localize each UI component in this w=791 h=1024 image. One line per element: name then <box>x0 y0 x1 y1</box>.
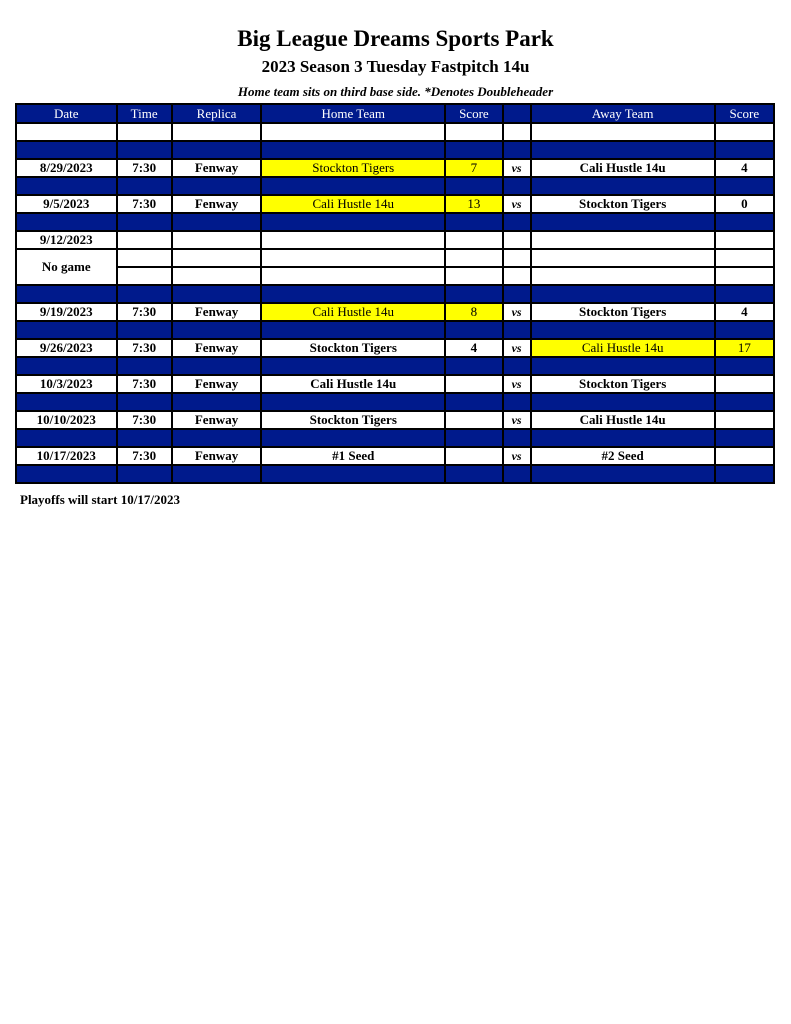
game-date: 9/26/2023 <box>17 340 116 356</box>
schedule-note: Home team sits on third base side. *Denotes Doubleheader <box>237 84 554 99</box>
game-row <box>17 376 773 392</box>
col-home-team: Home Team <box>262 105 444 122</box>
header-row <box>17 105 773 122</box>
home-team: Cali Hustle 14u <box>262 376 444 392</box>
separator-row <box>17 142 773 158</box>
home-score <box>446 412 501 428</box>
away-team: Cali Hustle 14u <box>532 412 714 428</box>
game-replica: Fenway <box>173 340 260 356</box>
separator-row <box>17 394 773 410</box>
away-score: 0 <box>716 196 773 212</box>
game-row <box>17 340 773 356</box>
blank-row <box>17 124 773 140</box>
game-replica: Fenway <box>173 196 260 212</box>
separator-row <box>17 286 773 302</box>
game-replica: Fenway <box>173 304 260 320</box>
no-game-date: 9/12/2023 <box>17 232 116 248</box>
away-team: Stockton Tigers <box>532 196 714 212</box>
playoffs-note: Playoffs will start 10/17/2023 <box>20 492 180 507</box>
home-team: Stockton Tigers <box>262 160 444 176</box>
home-score <box>446 376 501 392</box>
away-team: #2 Seed <box>532 448 714 464</box>
vs-label: vs <box>504 376 530 392</box>
home-team: #1 Seed <box>262 448 444 464</box>
game-time: 7:30 <box>118 448 171 464</box>
vs-label: vs <box>504 340 530 356</box>
game-time: 7:30 <box>118 196 171 212</box>
col-vs <box>504 105 530 122</box>
col-away-score: Score <box>716 105 773 122</box>
col-replica: Replica <box>173 105 260 122</box>
vs-label: vs <box>504 412 530 428</box>
game-date: 10/10/2023 <box>17 412 116 428</box>
game-row <box>17 196 773 212</box>
game-date: 9/19/2023 <box>17 304 116 320</box>
home-team: Stockton Tigers <box>262 412 444 428</box>
away-team: Stockton Tigers <box>532 304 714 320</box>
vs-label: vs <box>504 196 530 212</box>
game-date: 9/5/2023 <box>17 196 116 212</box>
away-score: 17 <box>716 340 773 356</box>
separator-row <box>17 178 773 194</box>
away-team: Cali Hustle 14u <box>532 160 714 176</box>
vs-label: vs <box>504 160 530 176</box>
away-score: 4 <box>716 160 773 176</box>
vs-label: vs <box>504 304 530 320</box>
schedule-table <box>15 103 775 484</box>
game-row <box>17 412 773 428</box>
no-game-row <box>17 250 773 266</box>
game-date: 8/29/2023 <box>17 160 116 176</box>
away-score <box>716 412 773 428</box>
col-time: Time <box>118 105 171 122</box>
home-score: 13 <box>446 196 501 212</box>
game-time: 7:30 <box>118 376 171 392</box>
game-time: 7:30 <box>118 412 171 428</box>
game-time: 7:30 <box>118 304 171 320</box>
no-game-row <box>17 232 773 248</box>
col-home-score: Score <box>446 105 501 122</box>
game-replica: Fenway <box>173 448 260 464</box>
separator-row <box>17 322 773 338</box>
vs-label: vs <box>504 448 530 464</box>
game-row <box>17 448 773 464</box>
game-time: 7:30 <box>118 160 171 176</box>
col-away-team: Away Team <box>532 105 714 122</box>
game-date: 10/17/2023 <box>17 448 116 464</box>
no-game-label: No game <box>17 250 116 284</box>
away-team: Cali Hustle 14u <box>532 340 714 356</box>
game-row <box>17 160 773 176</box>
away-score <box>716 448 773 464</box>
col-date: Date <box>17 105 116 122</box>
away-score: 4 <box>716 304 773 320</box>
home-score: 8 <box>446 304 501 320</box>
home-score: 7 <box>446 160 501 176</box>
home-team: Cali Hustle 14u <box>262 304 444 320</box>
game-time: 7:30 <box>118 340 171 356</box>
game-row <box>17 304 773 320</box>
separator-row <box>17 214 773 230</box>
game-date: 10/3/2023 <box>17 376 116 392</box>
away-score <box>716 376 773 392</box>
game-replica: Fenway <box>173 160 260 176</box>
home-team: Cali Hustle 14u <box>262 196 444 212</box>
no-game-row <box>17 268 773 284</box>
away-team: Stockton Tigers <box>532 376 714 392</box>
separator-row <box>17 430 773 446</box>
home-team: Stockton Tigers <box>262 340 444 356</box>
separator-row <box>17 358 773 374</box>
game-replica: Fenway <box>173 376 260 392</box>
home-score: 4 <box>446 340 501 356</box>
page-subtitle: 2023 Season 3 Tuesday Fastpitch 14u <box>261 57 530 76</box>
page-title: Big League Dreams Sports Park <box>237 26 554 51</box>
separator-row <box>17 466 773 482</box>
home-score <box>446 448 501 464</box>
game-replica: Fenway <box>173 412 260 428</box>
